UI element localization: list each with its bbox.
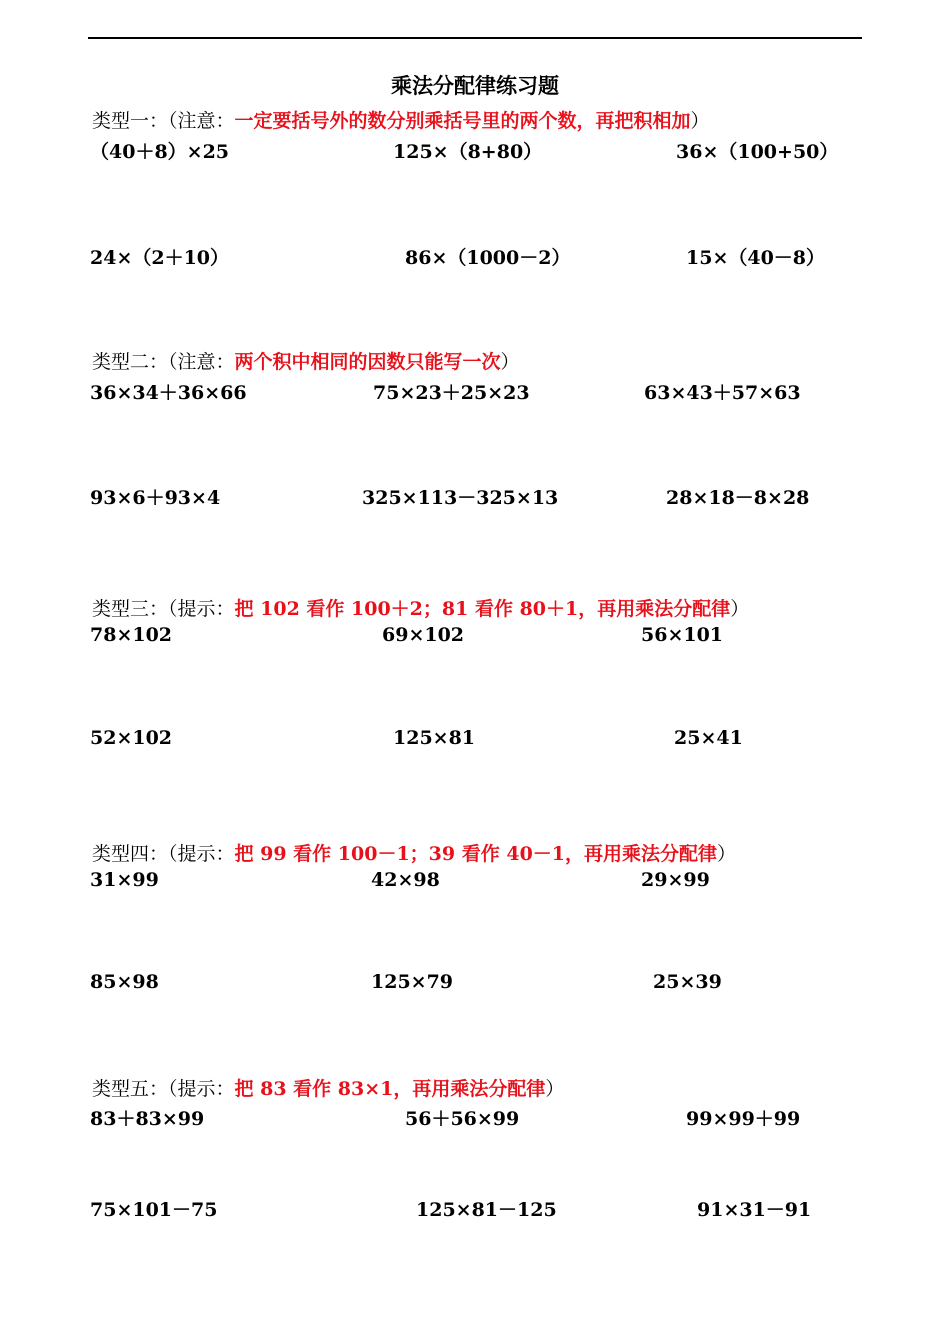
problem: 15×（40－8）	[686, 247, 826, 269]
section-hint: 两个积中相同的因数只能写一次	[234, 351, 501, 373]
problem: 325×113－325×13	[362, 487, 559, 509]
section-2-heading	[92, 347, 520, 374]
problem: 125×（8+80）	[393, 141, 543, 163]
section-close: ）	[717, 843, 737, 865]
section-close: ）	[545, 1078, 565, 1100]
section-4-heading	[92, 839, 736, 866]
problem: 29×99	[641, 869, 710, 891]
problem: 28×18－8×28	[666, 487, 810, 509]
problem: 125×79	[371, 971, 454, 993]
problem: （40＋8）×25	[90, 141, 230, 163]
section-label: 类型一：（注意：	[92, 110, 235, 132]
problem: 83＋83×99	[90, 1108, 205, 1130]
problem: 36×（100+50）	[676, 141, 839, 163]
page-title: 乘法分配律练习题	[391, 73, 559, 98]
problem: 78×102	[90, 624, 173, 646]
problem: 42×98	[371, 869, 440, 891]
section-label: 类型四：（提示：	[92, 843, 235, 865]
section-3-heading	[92, 594, 749, 621]
section-label: 类型三：（提示：	[92, 598, 235, 620]
section-close: ）	[730, 598, 750, 620]
problem: 24×（2＋10）	[90, 247, 230, 269]
problem: 69×102	[382, 624, 465, 646]
section-hint: 把 102 看作 100＋2；81 看作 80＋1，再用乘法分配律	[234, 598, 731, 620]
problem: 75×101－75	[90, 1199, 218, 1221]
problem: 86×（1000－2）	[405, 247, 571, 269]
section-hint: 一定要括号外的数分别乘括号里的两个数，再把积相加	[234, 110, 691, 132]
section-hint: 把 99 看作 100－1；39 看作 40－1，再用乘法分配律	[234, 843, 718, 865]
problem: 63×43＋57×63	[644, 382, 801, 404]
section-1-heading	[92, 106, 710, 133]
section-close: ）	[500, 351, 520, 373]
problem: 36×34＋36×66	[90, 382, 247, 404]
problem: 85×98	[90, 971, 159, 993]
problem: 125×81－125	[416, 1199, 557, 1221]
problem: 56＋56×99	[405, 1108, 520, 1130]
section-close: ）	[690, 110, 710, 132]
problem: 56×101	[641, 624, 724, 646]
problem: 91×31－91	[697, 1199, 812, 1221]
problem: 99×99＋99	[686, 1108, 801, 1130]
section-label: 类型五：（提示：	[92, 1078, 235, 1100]
problem: 25×39	[653, 971, 722, 993]
problem: 31×99	[90, 869, 159, 891]
problem: 52×102	[90, 727, 173, 749]
problem: 25×41	[674, 727, 743, 749]
section-hint: 把 83 看作 83×1，再用乘法分配律	[234, 1078, 546, 1100]
problem: 93×6＋93×4	[90, 487, 221, 509]
problem: 125×81	[393, 727, 476, 749]
section-label: 类型二：（注意：	[92, 351, 235, 373]
problem: 75×23＋25×23	[373, 382, 530, 404]
top-rule	[88, 37, 862, 39]
section-5-heading	[92, 1074, 564, 1101]
